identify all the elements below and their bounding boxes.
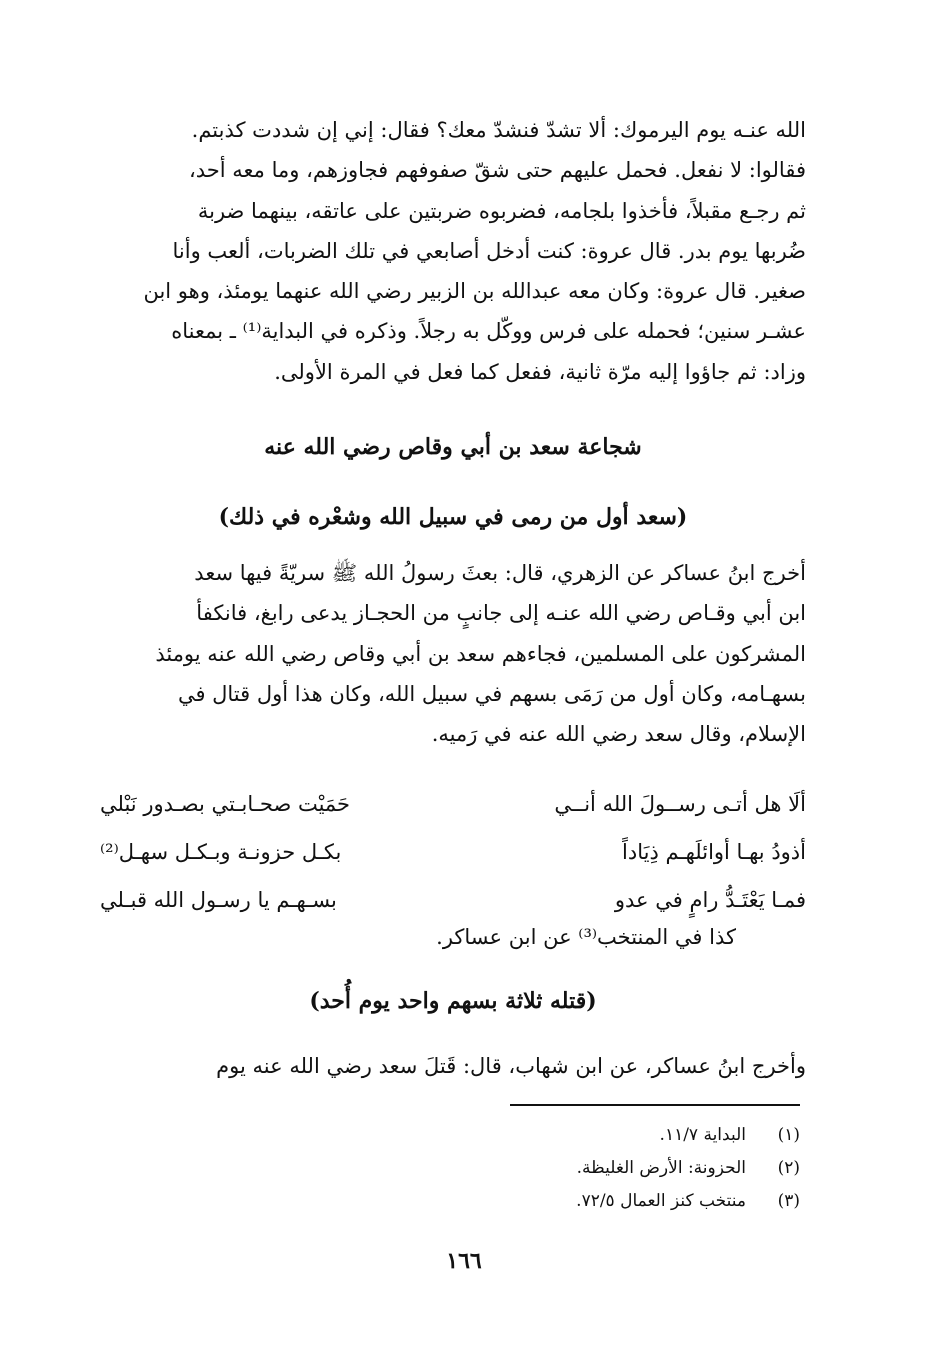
verse-line bbox=[100, 780, 806, 828]
paragraph-urwa-narration bbox=[100, 110, 806, 392]
footnote bbox=[576, 1184, 800, 1217]
text-line: ثم رجـع مقبلاً، فأخذوا بلجامه، فضربوه ضربتين على عاتقه، بينهما ضربة bbox=[197, 198, 806, 223]
footnote-number: (١) bbox=[777, 1124, 800, 1145]
footnote-text: البداية ١١/٧. bbox=[659, 1124, 746, 1145]
source-attribution: كذا في المنتخب⁽³⁾ عن ابن عساكر. bbox=[436, 925, 736, 949]
footnote-text: منتخب كنز العمال ٧٢/٥. bbox=[576, 1190, 746, 1211]
text-line: الله عنـه يوم اليرموك: ألا تشدّ فنشدّ معك؟ فقال: إني إن شددت كذبتم. bbox=[191, 118, 806, 142]
verse-line bbox=[100, 876, 806, 924]
verse-second-hemistich: بكـل حزونـة وبـكـل سهـل⁽²⁾ bbox=[100, 840, 342, 864]
text-line: ابن أبي وقـاص رضي الله عنـه إلى جانبٍ من الحجـاز يدعى رابغ، فانكفأ bbox=[196, 601, 806, 626]
verse-line bbox=[100, 828, 806, 876]
page-number: ١٦٦ bbox=[446, 1248, 482, 1274]
footnote-number: (٢) bbox=[777, 1157, 800, 1178]
paragraph-uhud bbox=[100, 1046, 806, 1086]
footnote-text: الحزونة: الأرض الغليظة. bbox=[576, 1157, 746, 1178]
text-line: المشركون على المسلمين، فجاءهم سعد بن أبي وقاص رضي الله عنه يومئذ bbox=[155, 641, 806, 666]
footnote-number: (٣) bbox=[777, 1190, 800, 1211]
text-line: وزاد: ثم جاؤوا إليه مرّة ثانية، ففعل كما فعل في المرة الأولى. bbox=[274, 359, 806, 384]
footnote bbox=[576, 1151, 800, 1184]
text-line: وأخرج ابنُ عساكر، عن ابن شهاب، قال: قَتلَ سعد رضي الله عنه يوم bbox=[216, 1054, 806, 1078]
subsection-heading: (سعد أول من رمى في سبيل الله وشعْره في ذلك) bbox=[218, 504, 688, 530]
text-line: عشـر سنين؛ فحمله على فرس ووكّل به رجلاً. وذكره في البداية⁽¹⁾ ـ بمعناه bbox=[171, 319, 806, 344]
verse-first-hemistich: ألَا هل أتـى رســولَ الله أنــي bbox=[554, 792, 806, 816]
footnotes bbox=[576, 1118, 800, 1217]
verse-second-hemistich: حَمَيْت صحـابـتي بصـدور نَبْلي bbox=[100, 792, 351, 816]
footnote-divider bbox=[510, 1104, 800, 1106]
subsection-heading: (قتله ثلاثة بسهم واحد يوم أُحد) bbox=[309, 988, 597, 1014]
text-line: صغير. قال عروة: وكان معه عبدالله بن الزبير رضي الله عنهما يومئذ، وهو ابن bbox=[143, 279, 806, 304]
paragraph-first-arrow bbox=[100, 553, 806, 754]
section-heading: شجاعة سعد بن أبي وقاص رضي الله عنه bbox=[264, 434, 642, 460]
verse-second-hemistich: بسـهـم يا رسـول الله قبـلي bbox=[100, 888, 337, 912]
poem-verses bbox=[100, 780, 806, 924]
footnote bbox=[576, 1118, 800, 1151]
verse-first-hemistich: أذودُ بهـا أوائلَهـم ذِيَاداً bbox=[622, 840, 806, 864]
text-line: أخرج ابنُ عساكر عن الزهري، قال: بعثَ رسولُ الله ﷺ سريّةً فيها سعد bbox=[194, 561, 806, 585]
text-line: بسهـامه، وكان أول من رَمَى بسهم في سبيل الله، وكان هذا أول قتال في bbox=[177, 681, 806, 706]
text-line: فقالوا: لا نفعل. فحمل عليهم حتى شقّ صفوفهم فجاوزهم، وما معه أحد، bbox=[189, 158, 806, 183]
verse-first-hemistich: فمـا يَعْتَـدُّ رامٍ في عدو bbox=[614, 888, 806, 912]
text-line: ضُربها يوم بدر. قال عروة: كنت أدخل أصابعي في تلك الضربات، ألعب وأنا bbox=[172, 238, 806, 263]
text-line: الإسلام، وقال سعد رضي الله عنه في رَميه. bbox=[431, 722, 806, 747]
